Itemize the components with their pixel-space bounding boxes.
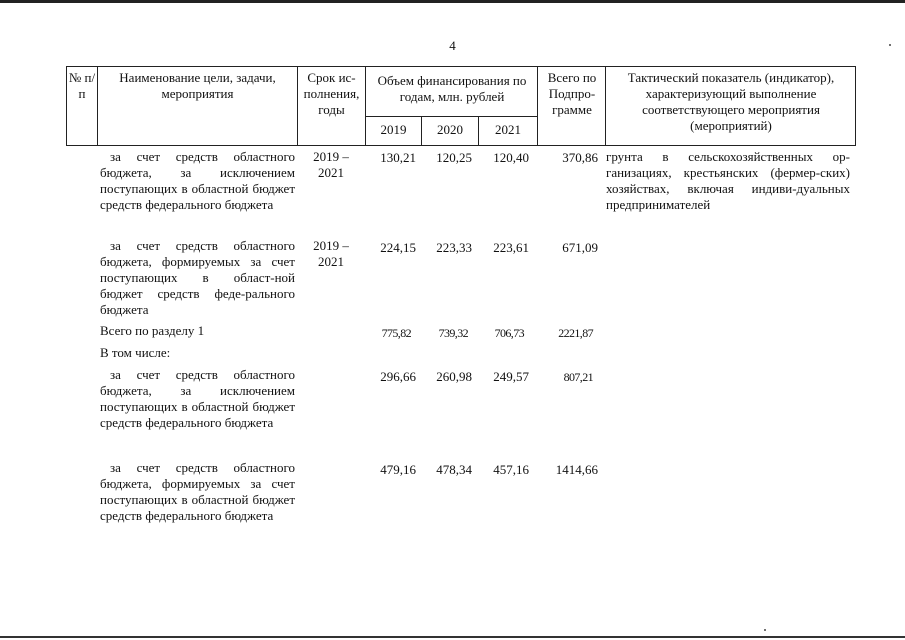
- page-number: 4: [449, 38, 456, 53]
- row-name: за счет средств областного бюджета, формируемых за счет поступающих в област-ной бюджет средств феде-рального бюджета: [100, 238, 295, 317]
- header-indicator: Тактический показатель (индикатор), характеризующий выполнение соответствующего мероприятия (мероприятий): [627, 70, 835, 133]
- header-year-2021: 2021: [495, 122, 521, 137]
- row-total: 2221,87: [558, 326, 593, 340]
- header-term: Срок ис-полнения, годы: [303, 70, 360, 117]
- row-2019: 775,82: [381, 326, 411, 340]
- scan-speck: [764, 629, 766, 631]
- top-border: [0, 0, 905, 3]
- row-name: В том числе:: [100, 345, 171, 360]
- header-year-2019: 2019: [380, 122, 407, 137]
- row-2019: 296,66: [380, 369, 416, 384]
- row-indicator: грунта в сельскохозяйственных ор-ганизациях, крестьянских (фермер-ских) хозяйствах, включая индиви-дуальных предпринимателей: [606, 149, 850, 212]
- row-name: Всего по разделу 1: [100, 323, 205, 338]
- header-year-2020: 2020: [437, 122, 463, 137]
- row-name: за счет средств областного бюджета, за исключением поступающих в областной бюджет средств федерального бюджета: [100, 367, 295, 430]
- row-2020: 739,32: [438, 326, 468, 340]
- row-2019: 479,16: [380, 462, 416, 477]
- header-volume: Объем финансирования по годам, млн. рублей: [377, 73, 527, 104]
- row-total: 671,09: [562, 240, 598, 255]
- row-2020: 260,98: [436, 369, 472, 384]
- row-2019: 224,15: [380, 240, 416, 255]
- row-2020: 478,34: [436, 462, 472, 477]
- row-term: 2019 – 2021: [313, 238, 349, 269]
- header-total: Всего по Подпро-грамме: [547, 70, 597, 117]
- row-total: 807,21: [563, 370, 593, 384]
- row-2021: 223,61: [493, 240, 529, 255]
- bottom-border: [0, 636, 905, 638]
- row-2021: 457,16: [493, 462, 529, 477]
- row-2020: 120,25: [436, 150, 472, 165]
- row-total: 1414,66: [555, 462, 598, 477]
- header-num: № п/п: [68, 70, 96, 101]
- header-name: Наименование цели, задачи, мероприятия: [119, 70, 276, 101]
- row-2020: 223,33: [436, 240, 472, 255]
- row-2021: 249,57: [493, 369, 529, 384]
- row-name: за счет средств областного бюджета, формируемых за счет поступающих в областной бюджет средств федерального бюджета: [100, 460, 295, 523]
- row-2021: 706,73: [494, 326, 524, 340]
- row-total: 370,86: [562, 150, 598, 165]
- row-term: 2019 – 2021: [313, 149, 349, 180]
- row-2019: 130,21: [380, 150, 416, 165]
- row-2021: 120,40: [493, 150, 529, 165]
- row-name: за счет средств областного бюджета, за исключением поступающих в областной бюджет средств федерального бюджета: [100, 149, 295, 212]
